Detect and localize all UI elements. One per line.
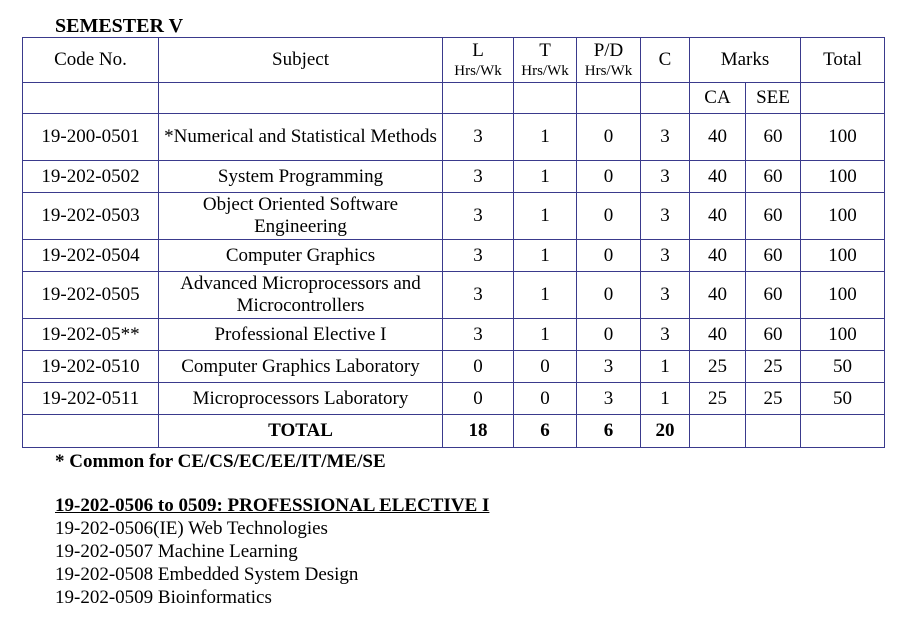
course-code: 19-202-0510 [23,351,159,383]
tutorial-hours: 1 [514,319,577,351]
course-subject: *Numerical and Statistical Methods [159,114,443,161]
course-subject: Computer Graphics Laboratory [159,351,443,383]
table-row [23,319,885,351]
practical-hours: 0 [577,319,641,351]
ca-marks: 25 [690,383,746,415]
header-pd-unit: Hrs/Wk [584,63,633,79]
course-subject: Advanced Microprocessors and Microcontrollers [159,272,443,319]
see-marks: 25 [746,351,801,383]
totals-practical: 6 [577,415,641,448]
tutorial-hours: 1 [514,193,577,240]
practical-hours: 0 [577,161,641,193]
lecture-hours: 3 [443,240,514,272]
header-l-label: L [472,40,484,61]
credits: 3 [641,193,690,240]
course-subject: Professional Elective I [159,319,443,351]
practical-hours: 0 [577,114,641,161]
header-code: Code No. [23,38,159,83]
see-marks: 60 [746,272,801,319]
course-subject: Object Oriented Software Engineering [159,193,443,240]
see-marks: 60 [746,240,801,272]
course-table [22,37,885,448]
credits: 1 [641,351,690,383]
lecture-hours: 3 [443,272,514,319]
course-subject: System Programming [159,161,443,193]
practical-hours: 3 [577,383,641,415]
course-subject: Microprocessors Laboratory [159,383,443,415]
ca-marks: 40 [690,114,746,161]
lecture-hours: 3 [443,319,514,351]
elective-title: 19-202-0506 to 0509: PROFESSIONAL ELECTIVE I [55,495,490,516]
see-marks: 60 [746,114,801,161]
table-row [23,240,885,272]
see-marks: 60 [746,193,801,240]
subheader-row [23,83,885,114]
credits: 3 [641,114,690,161]
total-marks: 100 [801,161,885,193]
elective-item: 19-202-0508 Embedded System Design [55,564,359,585]
tutorial-hours: 1 [514,161,577,193]
credits: 3 [641,240,690,272]
course-code: 19-202-0504 [23,240,159,272]
ca-marks: 40 [690,240,746,272]
total-marks: 100 [801,193,885,240]
tutorial-hours: 1 [514,240,577,272]
course-code: 19-200-0501 [23,114,159,161]
header-row [23,38,885,83]
ca-marks: 40 [690,193,746,240]
totals-lecture: 18 [443,415,514,448]
credits: 3 [641,161,690,193]
table-row [23,161,885,193]
ca-marks: 40 [690,319,746,351]
total-marks: 100 [801,114,885,161]
table-row [23,114,885,161]
header-see: SEE [746,83,801,114]
course-code: 19-202-05** [23,319,159,351]
totals-tutorial: 6 [514,415,577,448]
tutorial-hours: 1 [514,272,577,319]
total-marks: 100 [801,272,885,319]
see-marks: 25 [746,383,801,415]
course-code: 19-202-0505 [23,272,159,319]
lecture-hours: 0 [443,351,514,383]
totals-row [23,415,885,448]
practical-hours: 0 [577,240,641,272]
course-code: 19-202-0502 [23,161,159,193]
lecture-hours: 0 [443,383,514,415]
total-marks: 100 [801,319,885,351]
header-t-unit: Hrs/Wk [521,63,569,79]
practical-hours: 0 [577,272,641,319]
total-marks: 50 [801,351,885,383]
lecture-hours: 3 [443,161,514,193]
totals-label: TOTAL [159,415,443,448]
table-row [23,193,885,240]
practical-hours: 0 [577,193,641,240]
header-total: Total [801,38,885,83]
credits: 3 [641,319,690,351]
ca-marks: 25 [690,351,746,383]
ca-marks: 40 [690,272,746,319]
table-row [23,351,885,383]
semester-title: SEMESTER V [55,15,184,37]
tutorial-hours: 0 [514,383,577,415]
totals-credits: 20 [641,415,690,448]
elective-item: 19-202-0509 Bioinformatics [55,587,272,608]
credits: 1 [641,383,690,415]
header-t [514,38,577,83]
total-marks: 50 [801,383,885,415]
common-note: * Common for CE/CS/EC/EE/IT/ME/SE [55,451,386,472]
header-subject: Subject [159,38,443,83]
see-marks: 60 [746,161,801,193]
header-pd [577,38,641,83]
see-marks: 60 [746,319,801,351]
lecture-hours: 3 [443,114,514,161]
table-row [23,383,885,415]
tutorial-hours: 1 [514,114,577,161]
elective-list [55,494,489,609]
header-t-label: T [539,40,551,61]
elective-item: 19-202-0507 Machine Learning [55,541,298,562]
tutorial-hours: 0 [514,351,577,383]
header-l [443,38,514,83]
ca-marks: 40 [690,161,746,193]
practical-hours: 3 [577,351,641,383]
header-pd-label: P/D [593,40,624,61]
header-l-unit: Hrs/Wk [454,63,502,79]
course-subject: Computer Graphics [159,240,443,272]
header-ca: CA [690,83,746,114]
total-marks: 100 [801,240,885,272]
header-c: C [641,38,690,83]
course-code: 19-202-0503 [23,193,159,240]
table-row [23,272,885,319]
elective-item: 19-202-0506(IE) Web Technologies [55,518,328,539]
lecture-hours: 3 [443,193,514,240]
course-code: 19-202-0511 [23,383,159,415]
header-marks: Marks [690,38,801,83]
credits: 3 [641,272,690,319]
